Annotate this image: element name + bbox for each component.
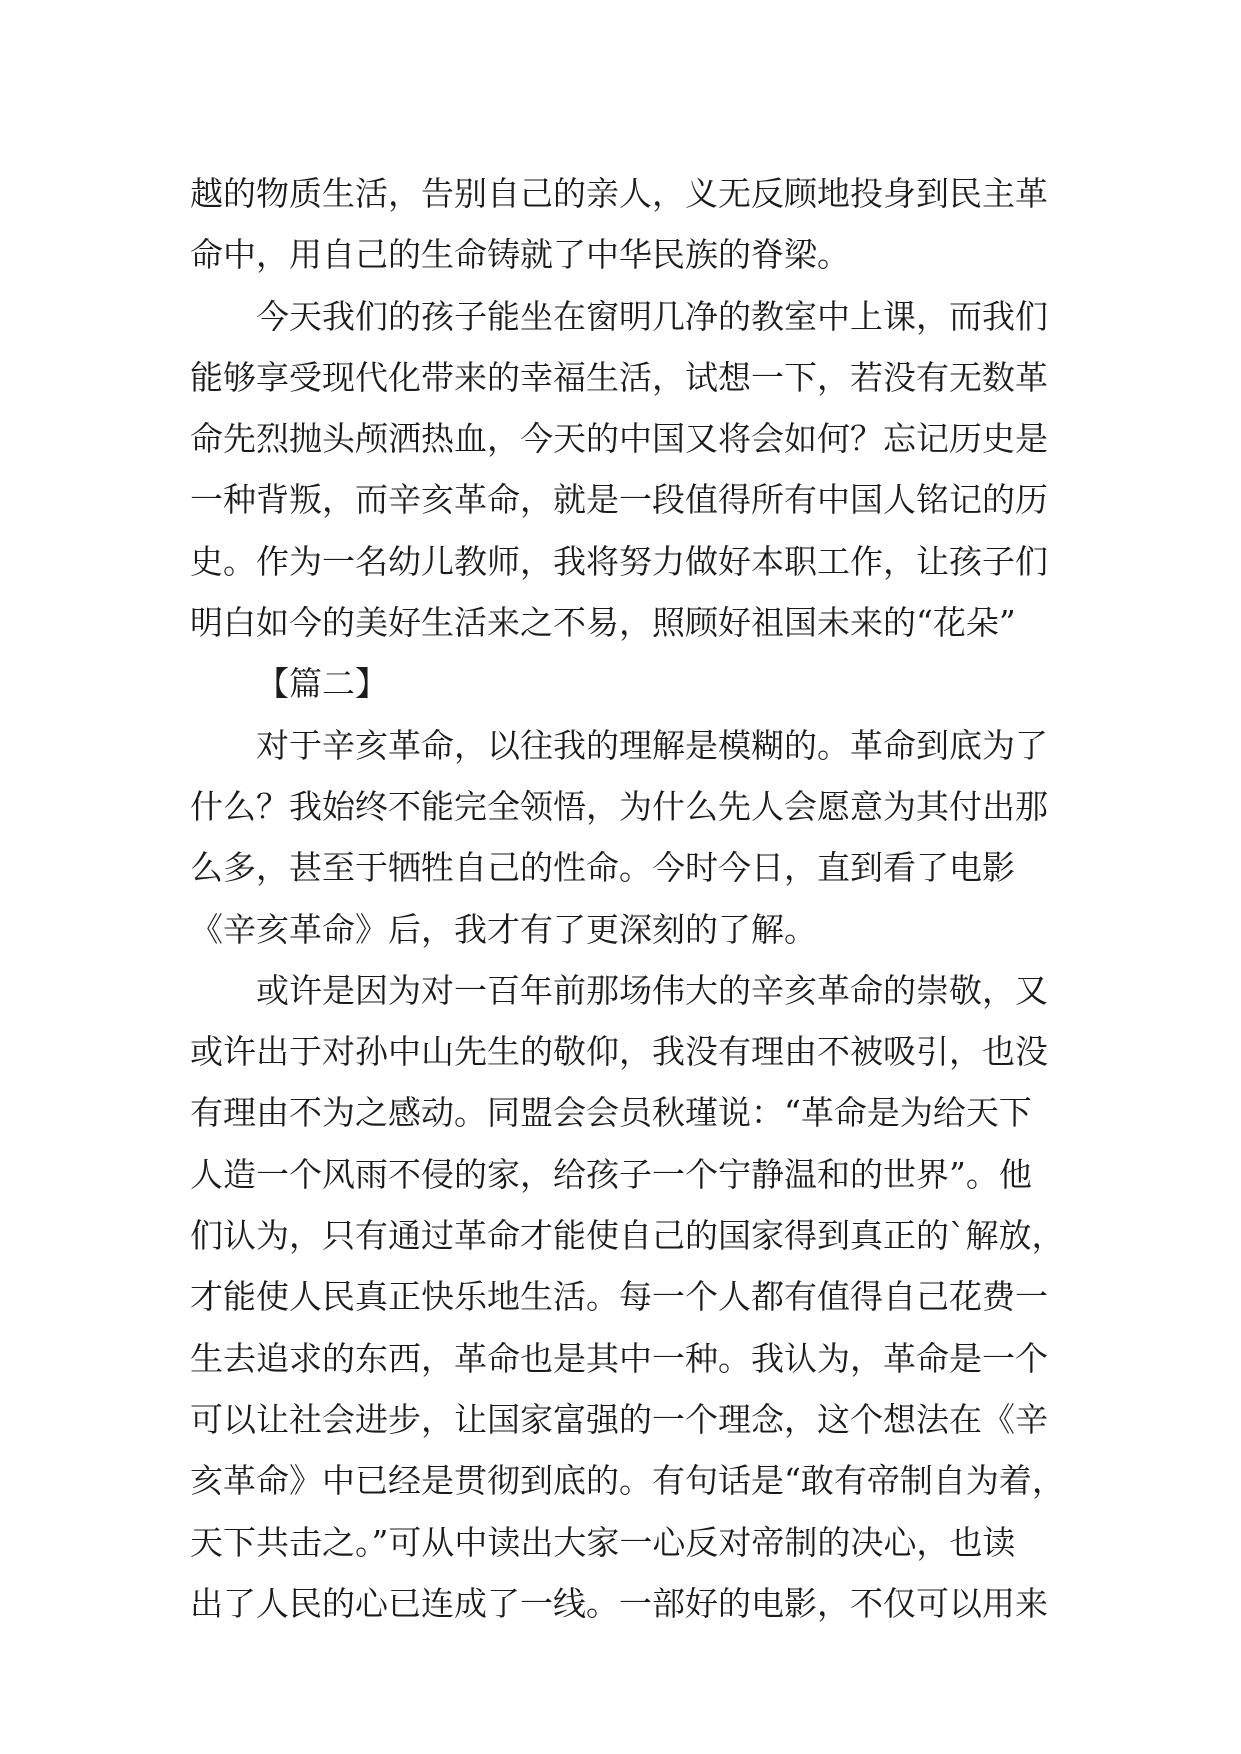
text-line: 生去追求的东西，革命也是其中一种。我认为，革命是一个 <box>190 1338 1048 1378</box>
paragraph-start-line: 今天我们的孩子能坐在窗明几净的教室中上课，而我们 <box>256 296 1048 336</box>
text-line: 才能使人民真正快乐地生活。每一个人都有值得自己花费一 <box>190 1277 1048 1317</box>
paragraph-start-line: 或许是因为对一百年前那场伟大的辛亥革命的崇敬，又 <box>256 970 1048 1010</box>
text-line: 明白如今的美好生活来之不易，照顾好祖国未来的“花朵” <box>190 603 1016 643</box>
paragraph-start-line: 对于辛亥革命，以往我的理解是模糊的。革命到底为了 <box>256 725 1048 765</box>
text-line: 有理由不为之感动。同盟会会员秋瑾说：“革命是为给天下 <box>190 1093 1032 1133</box>
text-line: 人造一个风雨不侵的家，给孩子一个宁静温和的世界”。他 <box>190 1154 1032 1194</box>
text-line: 出了人民的心已连成了一线。一部好的电影，不仅可以用来 <box>190 1583 1048 1623</box>
text-line: 一种背叛，而辛亥革命，就是一段值得所有中国人铭记的历 <box>190 480 1048 520</box>
text-line: 们认为，只有通过革命才能使自己的国家得到真正的`解放， <box>190 1216 1065 1256</box>
text-line: 天下共击之。”可从中读出大家一心反对帝制的决心，也读 <box>190 1522 1016 1562</box>
text-line: 亥革命》中已经是贯彻到底的。有句话是“敢有帝制自为着， <box>190 1461 1065 1501</box>
text-line: 什么？我始终不能完全领悟，为什么先人会愿意为其付出那 <box>190 786 1048 826</box>
text-line: 命中，用自己的生命铸就了中华民族的脊梁。 <box>190 235 850 275</box>
text-line: 么多，甚至于牺牲自己的性命。今时今日，直到看了电影 <box>190 848 1015 888</box>
text-line: 命先烈抛头颅洒热血，今天的中国又将会如何？忘记历史是 <box>190 419 1048 459</box>
text-line: 或许出于对孙中山先生的敬仰，我没有理由不被吸引，也没 <box>190 1032 1048 1072</box>
text-line: 可以让社会进步，让国家富强的一个理念，这个想法在《辛 <box>190 1399 1048 1439</box>
text-line: 越的物质生活，告别自己的亲人，义无反顾地投身到民主革 <box>190 174 1048 213</box>
text-line: 《辛亥革命》后，我才有了更深刻的了解。 <box>190 909 817 949</box>
body-text <box>190 163 1065 1634</box>
text-line: 能够享受现代化带来的幸福生活，试想一下，若没有无数革 <box>190 357 1048 397</box>
text-line: 史。作为一名幼儿教师，我将努力做好本职工作，让孩子们 <box>190 541 1048 581</box>
section-heading: 【篇二】 <box>256 664 388 704</box>
